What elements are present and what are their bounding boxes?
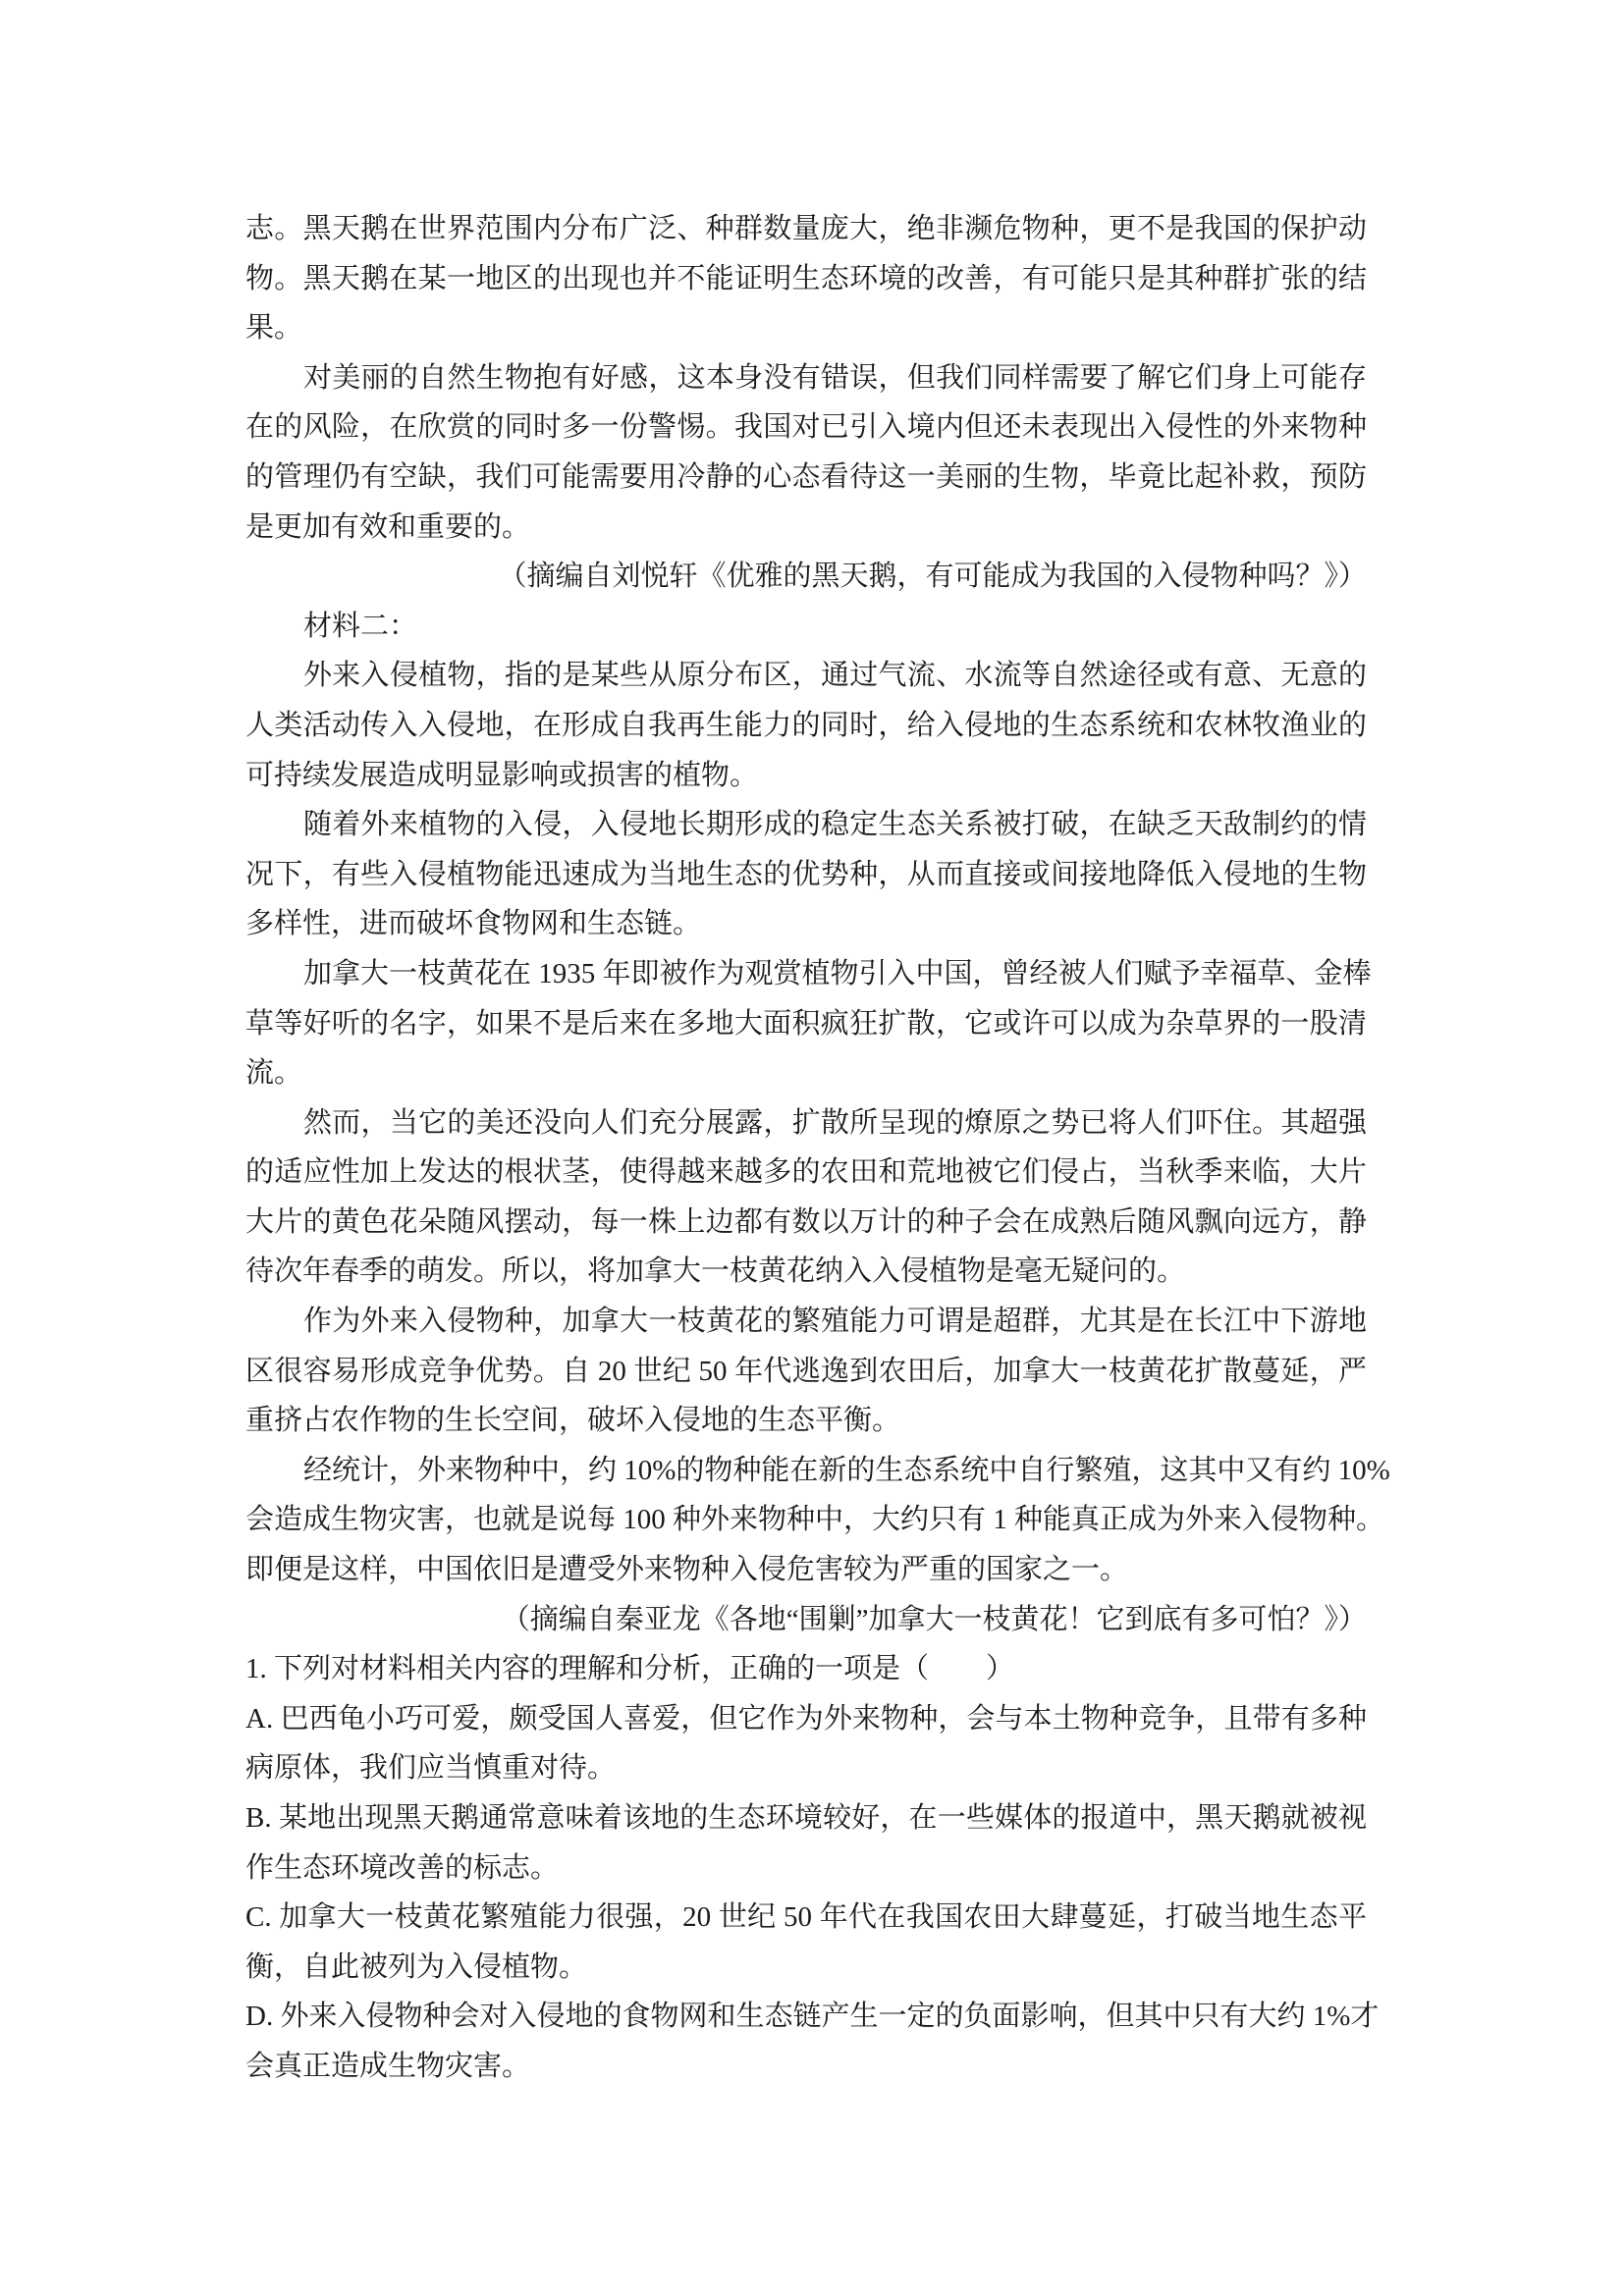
text-line-material-one-body: 果。 bbox=[245, 312, 303, 345]
text-line-material-two-body: 区很容易形成竞争优势。自 20 世纪 50 年代逃逸到农田后，加拿大一枝黄花扩散蔓延，严 bbox=[245, 1355, 1367, 1387]
text-line-material-one-citation: （摘编自刘悦轩《优雅的黑天鹅，有可能成为我国的入侵物种吗？》） bbox=[498, 561, 1367, 593]
text-line-material-two-body: 经统计，外来物种中，约 10%的物种能在新的生态系统中自行繁殖，这其中又有约 10% bbox=[303, 1454, 1390, 1486]
text-line-material-two-body: 加拿大一枝黄花在 1935 年即被作为观赏植物引入中国，曾经被人们赋予幸福草、金棒 bbox=[303, 957, 1372, 989]
text-line-question-1-option-b: 作生态环境改善的标志。 bbox=[245, 1851, 560, 1884]
text-line-material-two-body: 草等好听的名字，如果不是后来在多地大面积疯狂扩散，它或许可以成为杂草界的一股清 bbox=[245, 1007, 1367, 1040]
text-line-material-two-body: 可持续发展造成明显影响或损害的植物。 bbox=[245, 759, 759, 791]
text-line-question-1-option-a: A. 巴西龟小巧可爱，颇受国人喜爱，但它作为外来物种，会与本土物种竞争，且带有多种 bbox=[245, 1702, 1367, 1735]
text-line-question-1-option-a: 病原体，我们应当慎重对待。 bbox=[245, 1752, 617, 1785]
text-line-material-two-body: 会造成生物灾害，也就是说每 100 种外来物种中，大约只有 1 种能真正成为外来入侵物种。 bbox=[245, 1504, 1385, 1536]
text-line-material-two-body: 重挤占农作物的生长空间，破坏入侵地的生态平衡。 bbox=[245, 1405, 901, 1437]
text-line-material-one-body: 对美丽的自然生物抱有好感，这本身没有错误，但我们同样需要了解它们身上可能存 bbox=[303, 361, 1367, 394]
text-line-material-one-body: 在的风险，在欣赏的同时多一份警惕。我国对已引入境内但还未表现出入侵性的外来物种 bbox=[245, 411, 1367, 444]
text-line-material-one-body: 的管理仍有空缺，我们可能需要用冷静的心态看待这一美丽的生物，毕竟比起补救，预防 bbox=[245, 460, 1367, 493]
text-line-question-1-option-c: C. 加拿大一枝黄花繁殖能力很强，20 世纪 50 年代在我国农田大肆蔓延，打破当地生态平 bbox=[245, 1901, 1367, 1934]
text-line-material-one-body: 物。黑天鹅在某一地区的出现也并不能证明生态环境的改善，有可能只是其种群扩张的结 bbox=[245, 262, 1367, 294]
document-text-block bbox=[245, 204, 1390, 2092]
text-line-material-two-body: 况下，有些入侵植物能迅速成为当地生态的优势种，从而直接或间接地降低入侵地的生物 bbox=[245, 858, 1367, 890]
text-line-material-one-body: 是更加有效和重要的。 bbox=[245, 510, 531, 543]
text-line-material-two-body: 多样性，进而破坏食物网和生态链。 bbox=[245, 908, 702, 940]
text-line-question-1-stem: 1. 下列对材料相关内容的理解和分析，正确的一项是（ ） bbox=[245, 1653, 1015, 1685]
text-line-material-two-body: 待次年春季的萌发。所以，将加拿大一枝黄花纳入入侵植物是毫无疑问的。 bbox=[245, 1255, 1186, 1288]
text-line-material-two-citation: （摘编自秦亚龙《各地“围剿”加拿大一枝黄花！它到底有多可怕？》） bbox=[501, 1603, 1367, 1635]
text-line-material-two-body: 随着外来植物的入侵，入侵地长期形成的稳定生态关系被打破，在缺乏天敌制约的情 bbox=[303, 809, 1367, 841]
text-line-material-one-body: 志。黑天鹅在世界范围内分布广泛、种群数量庞大，绝非濒危物种，更不是我国的保护动 bbox=[245, 213, 1367, 244]
text-line-material-two-body: 外来入侵植物，指的是某些从原分布区，通过气流、水流等自然途径或有意、无意的 bbox=[303, 660, 1367, 692]
text-line-material-two-body: 大片的黄色花朵随风摆动，每一株上边都有数以万计的种子会在成熟后随风飘向远方，静 bbox=[245, 1205, 1367, 1238]
text-line-material-two-body: 的适应性加上发达的根状茎，使得越来越多的农田和荒地被它们侵占，当秋季来临，大片 bbox=[245, 1156, 1367, 1189]
text-line-question-1-option-b: B. 某地出现黑天鹅通常意味着该地的生态环境较好，在一些媒体的报道中，黑天鹅就被视 bbox=[245, 1802, 1367, 1834]
text-line-material-two-body: 即便是这样，中国依旧是遭受外来物种入侵危害较为严重的国家之一。 bbox=[245, 1554, 1129, 1586]
text-line-material-two-body: 然而，当它的美还没向人们充分展露，扩散所呈现的燎原之势已将人们吓住。其超强 bbox=[303, 1106, 1367, 1139]
text-line-question-1-option-d: D. 外来入侵物种会对入侵地的食物网和生态链产生一定的负面影响，但其中只有大约 1%才 bbox=[245, 2001, 1380, 2033]
text-line-material-two-body: 人类活动传入入侵地，在形成自我再生能力的同时，给入侵地的生态系统和农林牧渔业的 bbox=[245, 709, 1367, 741]
text-line-material-two-heading: 材料二： bbox=[303, 610, 418, 642]
text-line-material-two-body: 流。 bbox=[245, 1057, 303, 1090]
text-line-question-1-option-d: 会真正造成生物灾害。 bbox=[245, 2050, 531, 2082]
text-line-material-two-body: 作为外来入侵物种，加拿大一枝黄花的繁殖能力可谓是超群，尤其是在长江中下游地 bbox=[303, 1306, 1367, 1338]
text-line-question-1-option-c: 衡，自此被列为入侵植物。 bbox=[245, 1950, 588, 1983]
